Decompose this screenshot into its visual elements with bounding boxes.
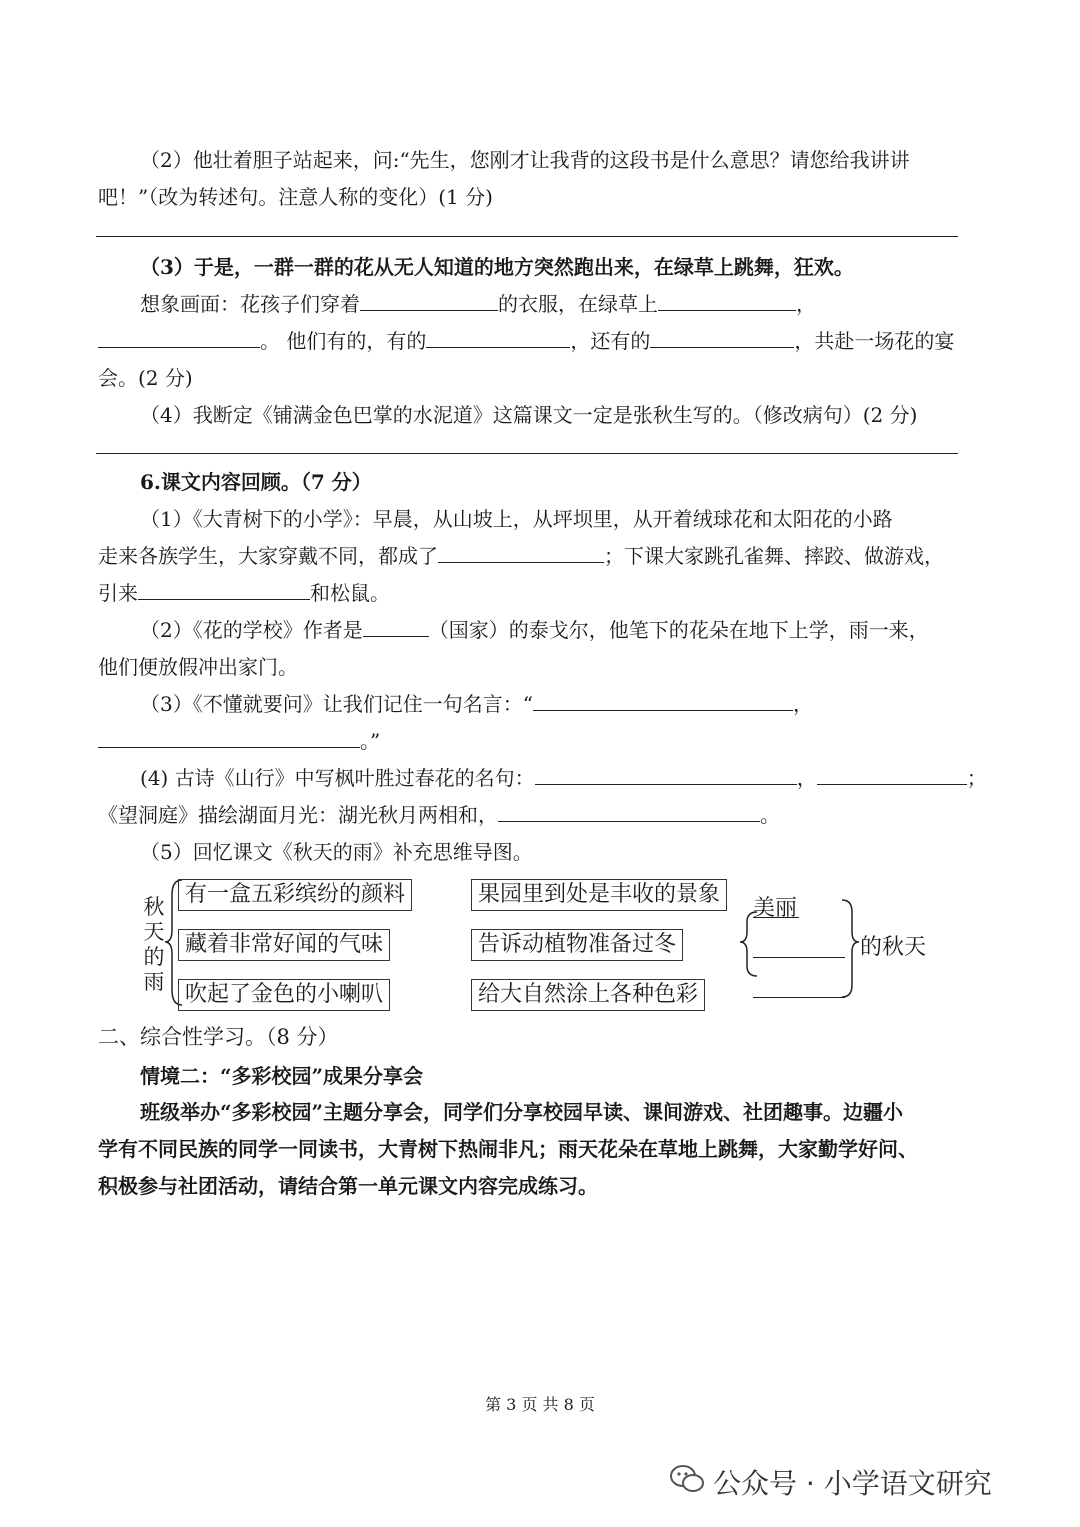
result-brace-right [842,900,859,997]
q6-item5: （5）回忆课文《秋天的雨》补充思维导图。 [140,840,533,864]
text: 。 他们有的，有的 [260,329,427,353]
text: （3）《不懂就要问》让我们记住一句名言：“ [140,692,533,716]
mindmap-left-item: 吹起了金色的小喇叭 [178,979,390,1011]
part2-paragraph-line1: 班级举办“多彩校园”主题分享会，同学们分享校园早读、课间游戏、社团趣事。边疆小 [140,1100,904,1124]
text: （国家）的泰戈尔，他笔下的花朵在地下上学，雨一来， [428,618,929,642]
q5-item3-line1: （3）于是，一群一群的花从无人知道的地方突然跑出来，在绿草上跳舞，狂欢。 [140,255,854,279]
part2-paragraph-line3: 积极参与社团活动，请结合第一单元课文内容完成练习。 [98,1174,598,1198]
text: ；下课大家跳孔雀舞、摔跤、做游戏， [604,544,944,568]
mindmap-adjective: 美丽 [753,896,798,921]
mindmap-conclusion: 的秋天 [860,935,927,960]
q5-item2-line1: （2）他壮着胆子站起来，问:“先生，您刚才让我背的这段书是什么意思？请您给我讲讲 [140,148,910,172]
mindmap-right-item: 果园里到处是丰收的景象 [471,879,727,911]
q6-item1-line1: （1）《大青树下的小学》：早晨，从山坡上，从坪坝里，从开着绒球花和太阳花的小路 [140,507,893,531]
text: ， [796,292,816,316]
watermark [713,1462,992,1502]
root-char: 雨 [143,970,165,994]
root-char: 天 [143,920,165,944]
mindmap-blank[interactable] [753,957,845,958]
text: ，还有的 [570,329,651,353]
watermark-text: 公众号 · 小学语文研究 [713,1467,992,1500]
text: 的衣服，在绿草上 [498,292,658,316]
text: 引来 [98,581,138,605]
q5-item2-line2: 吧！”（改为转述句。注意人称的变化）(1 分) [98,185,493,209]
mindmap-left-item: 藏着非常好闻的气味 [178,929,390,961]
q6-item2-line2: 他们便放假冲出家门。 [98,655,298,679]
text: （2）《花的学校》作者是 [140,618,363,642]
text: ， [796,766,817,790]
mindmap-right-item: 给大自然涂上各种色彩 [471,979,705,1011]
mindmap-right-item: 告诉动植物准备过冬 [471,929,683,961]
text: 。” [360,729,381,753]
page-number: 第 3 页 共 8 页 [485,1395,595,1414]
text: 走来各族学生，大家穿戴不同，都成了 [98,544,438,568]
part2-paragraph-line2: 学有不同民族的同学一同读书，大青树下热闹非凡；雨天花朵在草地上跳舞，大家勤学好问、 [98,1137,918,1161]
text: ； [966,766,987,790]
part2-scenario: 情境二：“多彩校园”成果分享会 [140,1064,424,1088]
q5-item4: （4）我断定《铺满金色巴掌的水泥道》这篇课文一定是张秋生写的。（修改病句）(2 分) [140,403,918,427]
text: ，共赴一场花的宴 [794,329,955,353]
wechat-icon [669,1464,705,1494]
q5-item3-line4: 会。(2 分) [98,366,193,390]
text: 。 [760,803,780,827]
root-char: 秋 [143,895,165,919]
text: 《望洞庭》描绘湖面月光：湖光秋月两相和， [98,803,498,827]
root-char: 的 [143,945,165,969]
text: 想象画面：花孩子们穿着 [140,292,360,316]
mindmap-left-item: 有一盒五彩缤纷的颜料 [178,879,412,911]
q6-heading: 6.课文内容回顾。（7 分） [140,470,372,494]
text: 和松鼠。 [310,581,390,605]
mindmap-blank[interactable] [753,997,845,998]
mindmap-underline [753,917,799,918]
part2-heading: 二、综合性学习。（8 分） [98,1025,339,1049]
text: (4) 古诗《山行》中写枫叶胜过春花的名句： [140,766,535,790]
text: ， [792,692,813,716]
